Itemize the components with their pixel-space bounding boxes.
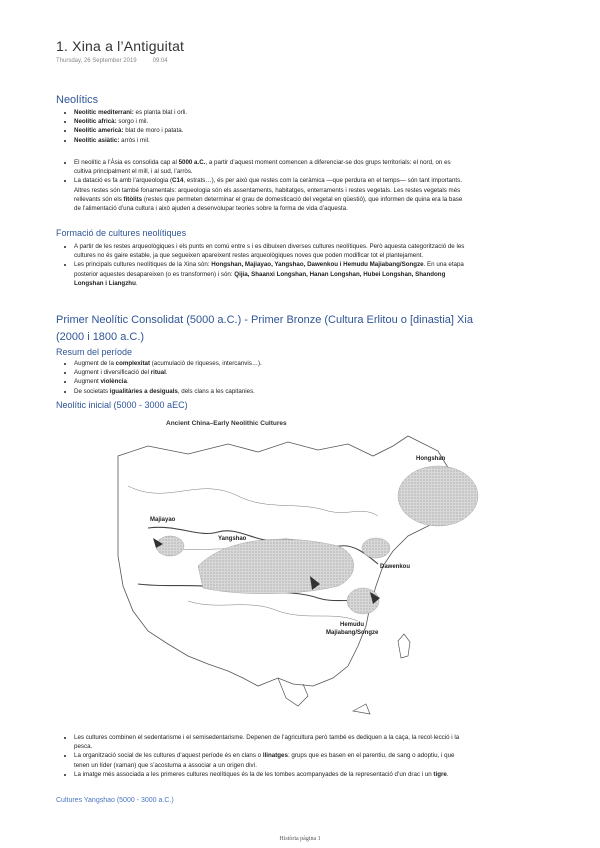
region-yangshao [198,539,354,594]
list-item: • Augment de la complexitat (acumulació de riqueses, intercanvis…). [74,359,469,368]
heading-resum: Resum del període [56,347,133,357]
heading-formacio: Formació de cultures neolítiques [56,228,187,238]
map-island-hainan [353,704,370,714]
map-peninsula [278,678,308,706]
neolitics-list [62,108,494,145]
list-item: • La datació es fa amb l’arqueologia (C14, estrats…), és per això que restes com la ceràmica —que perdura en el temps— són tant importants. Altres restes són també fonamentals: arqueologia són els assentaments, habitatges, enterraments i restes vegetals. Les restes vegetals més rellevants són els fitòlits (restes que permeten determinar el grau de domesticació del vegetal en qüestió), que informen de quina era la base de l’alimentació d’una cultura i això ajuden a desenvolupar teories sobre la forma de vida d’aquesta. [74,176,469,213]
date-text: Thursday, 26 September 2019 [56,58,137,64]
map-label-hemudu: Hemudu [340,622,364,628]
resum-list [62,359,469,396]
region-hongshan [398,466,478,526]
map-island-taiwan [398,634,410,658]
list-item: • Neolític americà: blat de moro i patata. [74,126,494,135]
heading-neolitics: Neolítics [56,94,99,106]
after-map-list [62,733,469,779]
page-footer: Història página 1 [279,836,321,842]
list-item: • La organització social de les cultures d’aquest període és en clans o llinatges: grups que es basen en el parentiu, de sang o adoptiu, i que tenen un líder (xaman) que s’acostuma a associar a un origen diví. [74,751,469,769]
map-label-majiabang: Majiabang/Songze [326,630,379,636]
list-item: • Les cultures combinen el sedentarisme i el semisedentarisme. Depenen de l’agricultura però també es dediquen a la caça, la recol·lecció i la pesca. [74,733,469,751]
region-dawenkou [362,538,390,558]
list-item: • A partir de les restes arqueològiques i els punts en comú entre s i es dibuixen diverses cultures neolítiques. Però aquesta categorització de les cultures no és gaire estable, ja que segueixen apareixent restes arqueològiques noves que poden modificar tot el plantejament. [74,242,469,260]
map-label-hongshan: Hongshan [416,456,446,462]
list-item: • Neolític mediterrani: es planta blat i orli. [74,108,494,117]
map-label-majiayao: Majiayao [150,517,176,523]
list-item: • Neolític asiàtic: arròs i mil. [74,136,494,145]
time-text: 09:04 [152,58,168,64]
list-item: • Augment i diversificació del ritual. [74,368,469,377]
list-item: • Augment violència. [74,377,469,386]
heading-primer-neolitic: Primer Neolític Consolidat (5000 a.C.) - Primer Bronze (Cultura Erlitou o [dinastia] Xia (2000 i 1800 a.C.) [56,314,473,343]
map-border [128,486,378,516]
list-item: • El neolític a l’Àsia es consolida cap al 5000 a.C., a partir d’aquest moment comencen a diferenciar-se dos grups territorials: el nord, on es cultiva principalment el mill, i al sud, l’arròs. [74,158,469,176]
page-title: 1. Xina a l’Antiguitat [56,38,185,54]
heading-neolitic-inicial: Neolític inicial (5000 - 3000 aEC) [56,400,188,410]
neolitics-paragraphs [62,158,469,213]
page-date [56,58,184,64]
map-title: Ancient China–Early Neolithic Cultures [166,420,287,427]
map-label-dawenkou: Dawenkou [380,564,411,570]
neolithic-cultures-map [108,416,488,718]
list-item: • De societats igualitàries a desiguals, dels clans a les capitanies. [74,387,469,396]
map-label-yangshao: Yangshao [218,536,247,542]
list-item: • Neolític africà: sorgo i mil. [74,117,494,126]
list-item: • La imatge més associada a les primeres cultures neolítiques és la de les tombes acompanyades de la representació d’un drac i un tigre. [74,770,469,779]
heading-yangshao: Cultures Yangshao (5000 - 3000 a.C.) [56,797,174,804]
list-item: • Les principals cultures neolítiques de la Xina són: Hongshan, Majiayao, Yangshao, Dawenkou i Hemudu Majiabang/Songze. En una etapa posterior aquestes desapareixen (o es transformen) i són: Qijia, Shaanxi Longshan, Hanan Longshan, Hubei Longshan, Shandong Longshan i Liangzhu. [74,260,469,288]
map-border [188,601,358,621]
formacio-list [62,242,469,288]
region-majiayao [156,536,184,556]
